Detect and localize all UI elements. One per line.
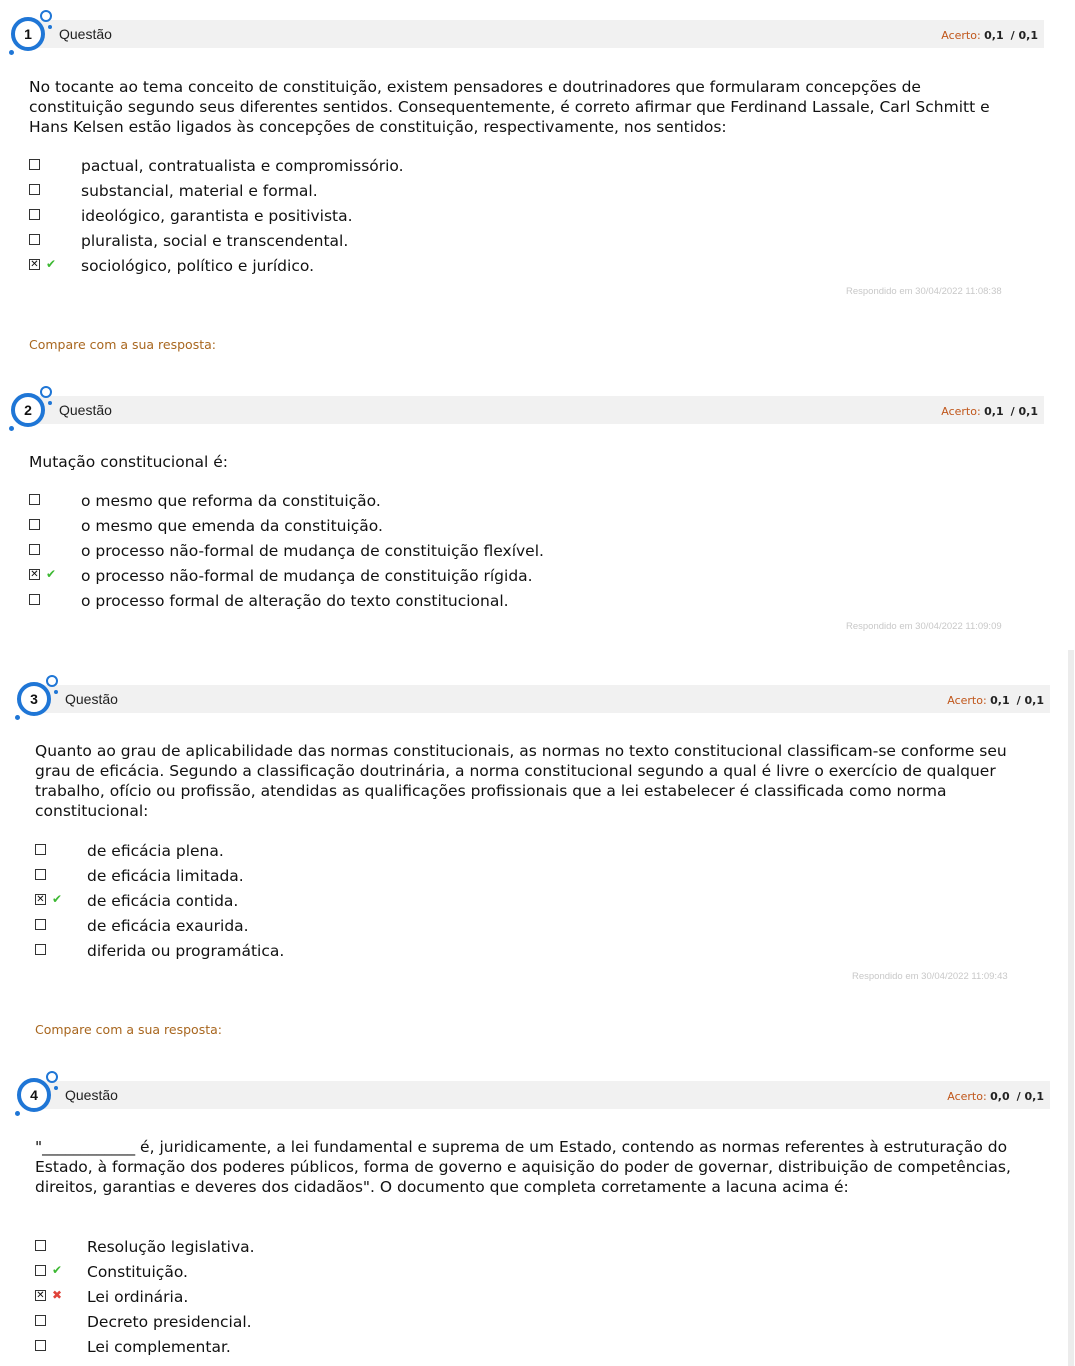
wrong-icon: ✖ <box>52 1288 63 1302</box>
question-header <box>28 685 1050 713</box>
check-icon: ✔ <box>46 257 57 271</box>
checkbox[interactable] <box>35 1240 46 1251</box>
question-label: Questão <box>65 691 118 707</box>
checkbox[interactable] <box>35 1265 46 1276</box>
question-header <box>22 396 1044 424</box>
compare-answer-link[interactable]: Compare com a sua resposta: <box>35 1022 222 1037</box>
question-stem: Quanto ao grau de aplicabilidade das normas constitucionais, as normas no texto constitucional classificam-se conforme seu grau de eficácia. Segundo a classificação doutrinária, a norma constitucional segundo a qual é livre o exercício de qualquer trabalho, ofício ou profissão, atendidas as qualificações profissionais que a lei estabelecer é classificada como norma constitucional: <box>35 742 1007 820</box>
checkbox[interactable] <box>35 869 46 880</box>
scrollbar[interactable] <box>1068 650 1074 1366</box>
checked-checkbox-icon[interactable]: ✕ <box>36 1290 45 1301</box>
answered-timestamp: Respondido em 30/04/2022 11:09:09 <box>846 621 1002 632</box>
checked-checkbox-icon[interactable]: ✕ <box>36 894 45 905</box>
question-number-badge <box>8 12 54 60</box>
score: Acerto: 0,1 / 0,1 <box>947 694 1044 707</box>
question-label: Questão <box>59 402 112 418</box>
question-stem: "____________ é, juridicamente, a lei fundamental e suprema de um Estado, contendo as normas referentes à estruturação do Estado, à formação dos poderes públicos, forma de governo e aquisição do poder de governar, distribuição de competências, direitos, garantias e deveres dos cidadãos". O documento que completa corretamente a lacuna acima é: <box>35 1138 1011 1196</box>
question-stem: No tocante ao tema conceito de constituição, existem pensadores e doutrinadores que formularam concepções de constituição segundo seus diferentes sentidos. Consequentemente, é correto afirmar que Ferdinand Lassale, Carl Schmitt e Hans Kelsen estão ligados às concepções de constituição, respectivamente, nos sentidos: <box>29 78 990 136</box>
checkbox[interactable] <box>29 209 40 220</box>
checkbox[interactable] <box>35 919 46 930</box>
checkbox[interactable] <box>29 494 40 505</box>
checkbox[interactable] <box>29 234 40 245</box>
question-number: 1 <box>24 26 32 42</box>
score: Acerto: 0,1 / 0,1 <box>941 29 1038 42</box>
question-label: Questão <box>65 1087 118 1103</box>
score: Acerto: 0,0 / 0,1 <box>947 1090 1044 1103</box>
answered-timestamp: Respondido em 30/04/2022 11:09:43 <box>852 971 1008 982</box>
question-number: 4 <box>30 1087 38 1103</box>
question-number: 3 <box>30 691 38 707</box>
checked-checkbox-icon[interactable]: ✕ <box>30 259 39 270</box>
check-icon: ✔ <box>46 567 57 581</box>
question-header <box>22 20 1044 48</box>
checked-checkbox-icon[interactable]: ✕ <box>30 569 39 580</box>
check-icon: ✔ <box>52 1263 63 1277</box>
question-label: Questão <box>59 26 112 42</box>
checkbox[interactable] <box>35 944 46 955</box>
checkbox[interactable] <box>35 1340 46 1351</box>
question-number-badge <box>14 677 60 725</box>
compare-answer-link[interactable]: Compare com a sua resposta: <box>29 337 216 352</box>
checkbox[interactable] <box>29 159 40 170</box>
checkbox[interactable] <box>29 519 40 530</box>
question-number-badge <box>8 388 54 436</box>
question-header <box>28 1081 1050 1109</box>
checkbox[interactable] <box>35 1315 46 1326</box>
score: Acerto: 0,1 / 0,1 <box>941 405 1038 418</box>
question-number: 2 <box>24 402 32 418</box>
checkbox[interactable] <box>29 544 40 555</box>
checkbox[interactable] <box>29 184 40 195</box>
checkbox[interactable] <box>29 594 40 605</box>
question-number-badge <box>14 1073 60 1121</box>
question-stem: Mutação constitucional é: <box>29 453 229 471</box>
checkbox[interactable] <box>35 844 46 855</box>
answered-timestamp: Respondido em 30/04/2022 11:08:38 <box>846 286 1002 297</box>
check-icon: ✔ <box>52 892 63 906</box>
